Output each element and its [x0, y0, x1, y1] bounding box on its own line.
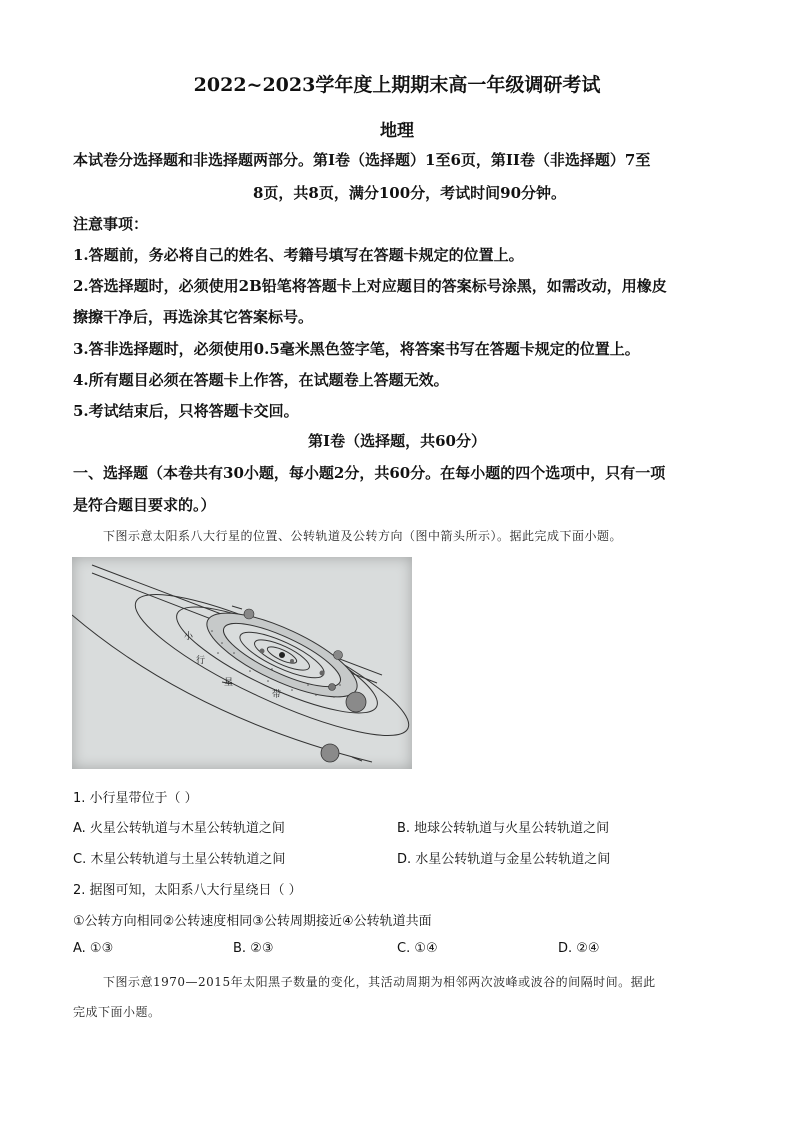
- question-2-option-a: A. ①③: [73, 941, 114, 956]
- question-2-option-b: B. ②③: [233, 941, 274, 956]
- belt-label-char: 小: [184, 632, 194, 642]
- section-instruction-line2: 是符合题目要求的。）: [73, 496, 216, 514]
- question-2-stem: 2. 据图可知，太阳系八大行星绕日（ ）: [73, 883, 302, 898]
- question-2-option-d: D. ②④: [558, 941, 600, 956]
- earth: [320, 671, 325, 676]
- note-item-2: 2.答选择题时，必须使用2B铅笔将答题卡上对应题目的答案标号涂黑，如需改动，用橡皮: [73, 277, 667, 295]
- belt-label-char: 行: [196, 656, 206, 666]
- section-title: 第Ⅰ卷（选择题，共60分）: [308, 432, 486, 450]
- jupiter: [334, 651, 343, 660]
- note-item-4: 4.所有题目必须在答题卡上作答，在试题卷上答题无效。: [73, 371, 449, 389]
- venus: [260, 649, 265, 654]
- solar-system-figure: [72, 557, 412, 769]
- exam-title: 2022~2023学年度上期期末高一年级调研考试: [193, 74, 601, 96]
- note-item-5: 5.考试结束后，只将答题卡交回。: [73, 402, 299, 420]
- belt-label-char: 带: [272, 690, 282, 700]
- question-1-option-d: D. 水星公转轨道与金星公转轨道之间: [397, 852, 611, 867]
- mercury: [290, 659, 294, 663]
- question-1-option-b: B. 地球公转轨道与火星公转轨道之间: [397, 821, 610, 836]
- note-item-1: 1.答题前，务必将自己的姓名、考籍号填写在答题卡规定的位置上。: [73, 246, 524, 264]
- saturn: [346, 692, 366, 712]
- solar-system-diagram: [72, 557, 412, 769]
- sun: [279, 652, 285, 658]
- note-item-2-cont: 擦擦干净后，再选涂其它答案标号。: [73, 308, 314, 326]
- question-2-option-c: C. ①④: [397, 941, 438, 956]
- paper-info-line1: 本试卷分选择题和非选择题两部分。第Ⅰ卷（选择题）1至6页，第II卷（非选择题）7至: [73, 151, 651, 169]
- mars: [329, 684, 336, 691]
- subject-title: 地理: [380, 121, 414, 141]
- question-1-option-c: C. 木星公转轨道与土星公转轨道之间: [73, 852, 286, 867]
- paper-info-line2: 8页，共8页，满分100分，考试时间90分钟。: [253, 184, 567, 202]
- uranus: [244, 609, 254, 619]
- group2-intro-line2: 完成下面小题。: [73, 1005, 161, 1019]
- belt-label-char: 星: [224, 678, 234, 688]
- question-1-stem: 1. 小行星带位于（ ）: [73, 791, 198, 806]
- group2-intro-line1: 下图示意1970—2015年太阳黑子数量的变化，其活动周期为相邻两次波峰或波谷的间隔时间。据此: [103, 975, 656, 989]
- question-2-statements: ①公转方向相同②公转速度相同③公转周期接近④公转轨道共面: [73, 914, 432, 929]
- neptune: [321, 744, 339, 762]
- note-item-3: 3.答非选择题时，必须使用0.5毫米黑色签字笔，将答案书写在答题卡规定的位置上。: [73, 340, 640, 358]
- orbit-arrow: [232, 606, 242, 609]
- group1-intro: 下图示意太阳系八大行星的位置、公转轨道及公转方向（图中箭头所示）。据此完成下面小题。: [103, 529, 623, 543]
- notes-heading: 注意事项：: [73, 215, 149, 233]
- question-1-option-a: A. 火星公转轨道与木星公转轨道之间: [73, 821, 285, 836]
- section-instruction-line1: 一、选择题（本卷共有30小题，每小题2分，共60分。在每小题的四个选项中，只有一项: [73, 464, 666, 482]
